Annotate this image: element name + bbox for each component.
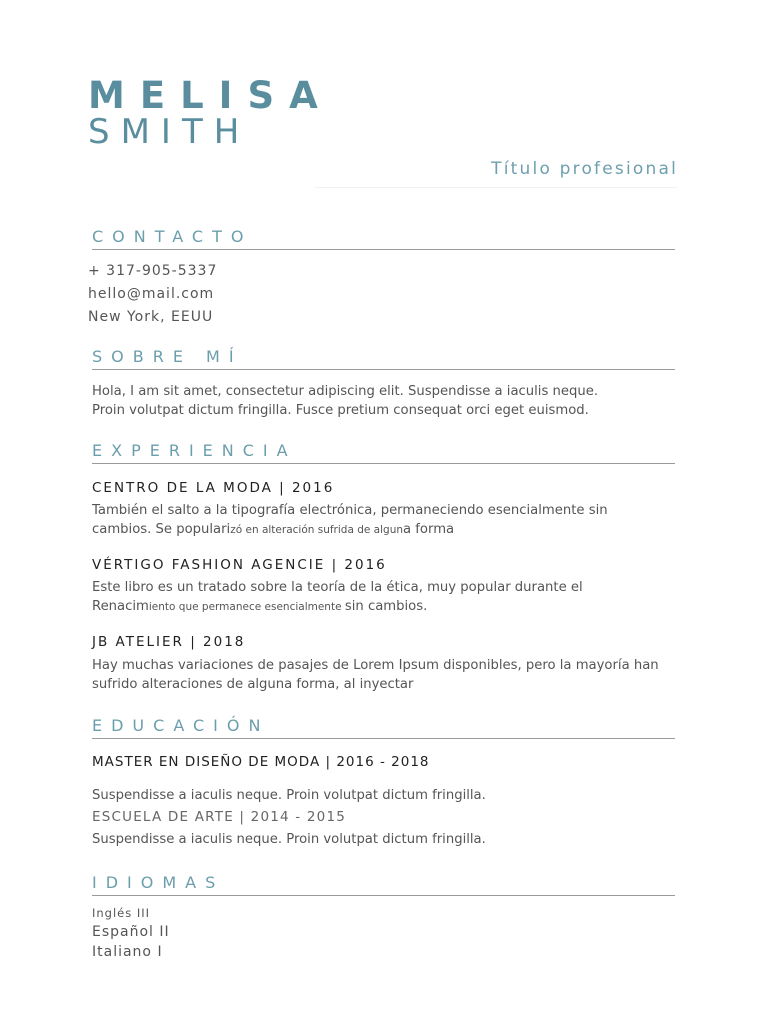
section-heading-languages: [92, 872, 675, 896]
section-heading-label: SOBRE MÍ: [92, 347, 243, 366]
section-heading-label: CONTACTO: [92, 227, 253, 246]
section-heading-label: EXPERIENCIA: [92, 441, 297, 460]
job-description-2: [92, 656, 682, 694]
job-line: sufrido alteraciones de alguna forma, al inyectar: [92, 677, 414, 692]
contact-location: New York, EEUU: [88, 309, 214, 325]
last-name: SMITH: [88, 112, 251, 152]
job-line: Este libro es un tratado sobre la teoría de la ética, muy popular durante el: [92, 580, 583, 595]
section-heading-experience: [92, 440, 675, 464]
section-heading-about: [92, 346, 675, 370]
section-heading-label: EDUCACIÓN: [92, 716, 270, 735]
text-run: iento que permanece esencialmente: [148, 601, 345, 613]
text-run: sin cambios.: [344, 599, 428, 614]
education-title-1: ESCUELA DE ARTE | 2014 - 2015: [92, 809, 347, 825]
job-title-1: VÉRTIGO FASHION AGENCIE | 2016: [92, 557, 387, 573]
first-name: MELISA: [88, 74, 333, 117]
contact-phone: + 317-905-5337: [88, 263, 218, 279]
job-line: [92, 520, 682, 540]
section-heading-contact: [92, 226, 675, 250]
language-item-english: Inglés III: [92, 906, 151, 920]
section-heading-label: IDIOMAS: [92, 873, 225, 892]
about-text: [92, 382, 682, 420]
education-title-0: MASTER EN DISEÑO DE MODA | 2016 - 2018: [92, 754, 430, 770]
job-title: Título profesional: [491, 159, 678, 179]
title-divider: [315, 187, 677, 188]
about-line: Proin volutpat dictum fringilla. Fusce pretium consequat orci eget euismod.: [92, 403, 589, 418]
job-line: [92, 597, 682, 617]
about-line: Hola, I am sit amet, consectetur adipiscing elit. Suspendisse a iaculis neque.: [92, 384, 599, 399]
language-item-spanish: Español II: [92, 924, 170, 940]
contact-email: hello@mail.com: [88, 286, 215, 302]
job-title-2: JB ATELIER | 2018: [92, 634, 246, 650]
text-run: Renacim: [92, 599, 149, 614]
job-description-1: [92, 578, 682, 617]
text-run: zó en alteración sufrida de algun: [230, 524, 404, 536]
text-run: cambios. Se populari: [92, 522, 231, 537]
job-line: Hay muchas variaciones de pasajes de Lorem Ipsum disponibles, pero la mayoría han: [92, 658, 659, 673]
job-description-0: [92, 501, 682, 540]
education-description-1: Suspendisse a iaculis neque. Proin volutpat dictum fringilla.: [92, 832, 486, 847]
job-line: También el salto a la tipografía electrónica, permaneciendo esencialmente sin: [92, 503, 608, 518]
section-heading-education: [92, 715, 675, 739]
text-run: a forma: [403, 522, 455, 537]
job-title-0: CENTRO DE LA MODA | 2016: [92, 480, 335, 496]
language-item-italian: Italiano I: [92, 944, 163, 960]
education-description-0: Suspendisse a iaculis neque. Proin volutpat dictum fringilla.: [92, 788, 486, 803]
